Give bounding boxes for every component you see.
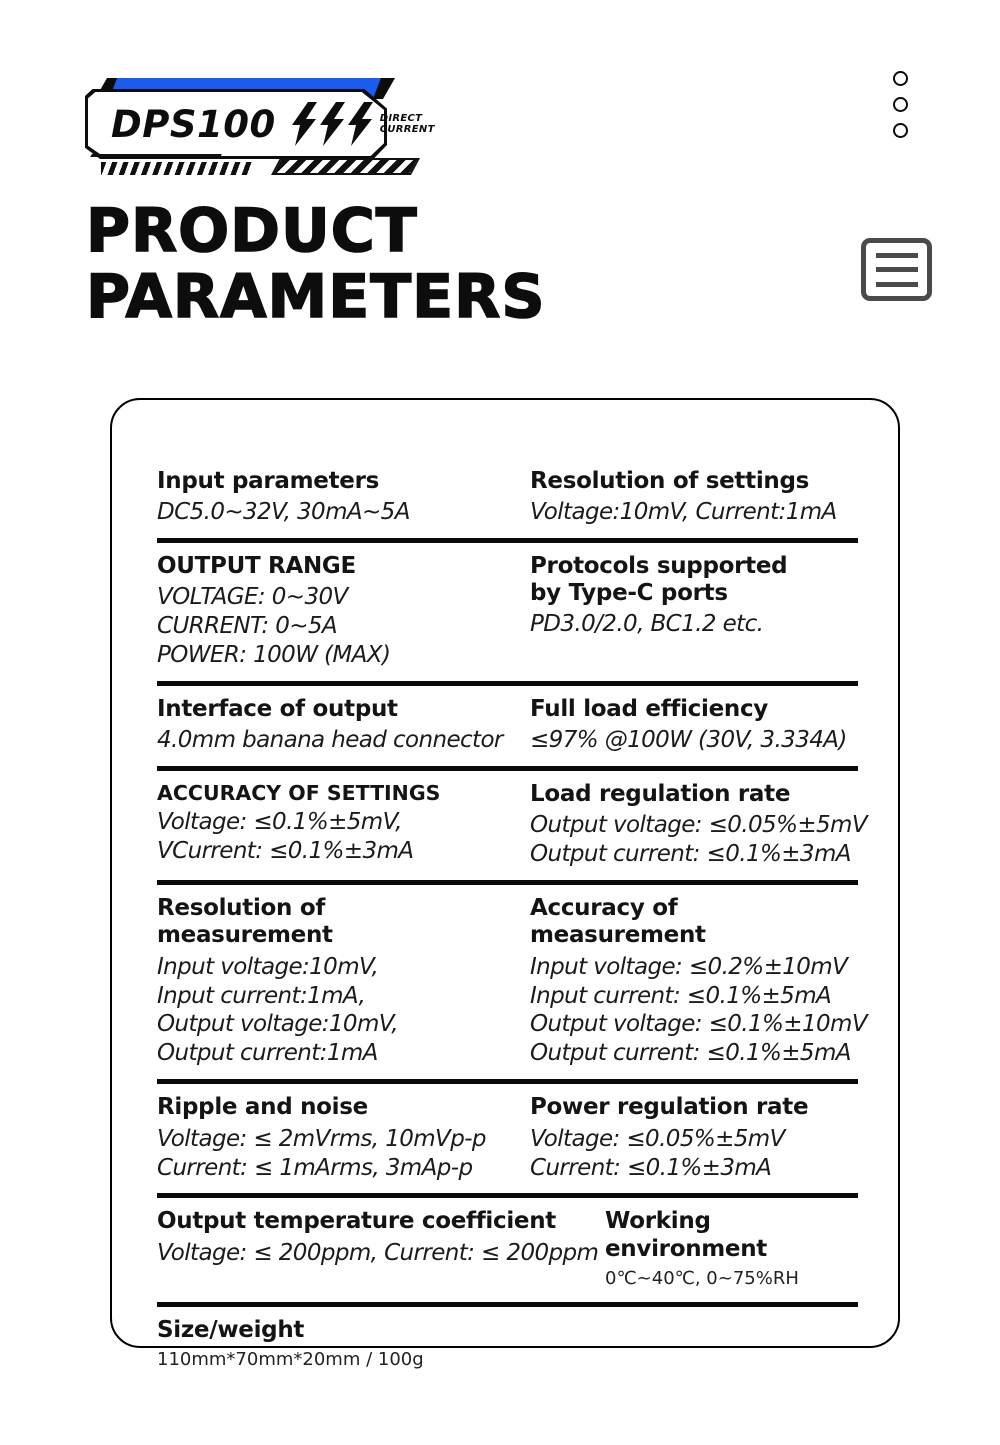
logo-accent-line — [90, 154, 222, 157]
spec-value: Input current: ≤0.1%±5mA — [530, 982, 832, 1009]
spec-row — [157, 468, 858, 543]
spec-heading: Input parameters — [157, 468, 380, 494]
spec-cell-right — [530, 781, 867, 869]
dot-icon — [893, 71, 908, 86]
menu-line — [876, 267, 918, 272]
spec-value: ≤97% @100W (30V, 3.334A) — [530, 727, 847, 754]
logo-hatch-stripes-large — [271, 158, 420, 175]
spec-value: Voltage: ≤ 200ppm, Current: ≤ 200ppm — [157, 1239, 599, 1266]
spec-heading: Load regulation rate — [530, 781, 791, 808]
spec-value: Voltage: ≤0.05%±5mV — [530, 1125, 785, 1152]
list-menu-icon — [861, 238, 932, 301]
menu-line — [876, 253, 918, 258]
spec-cell-left — [157, 1317, 858, 1372]
tagline-line2: CURRENT — [379, 124, 435, 135]
spec-cell-left — [157, 895, 530, 1068]
menu-line — [876, 282, 918, 287]
spec-value: CURRENT: 0~5A — [157, 613, 338, 640]
spec-cell-right — [530, 468, 858, 527]
brand-logo — [85, 72, 435, 174]
spec-value: Output voltage: ≤0.05%±5mV — [530, 812, 867, 839]
spec-value: Voltage: ≤0.1%±5mV, — [157, 809, 402, 836]
spec-value: Output current:1mA — [157, 1040, 378, 1067]
spec-cell-right — [530, 696, 858, 755]
spec-heading: Interface of output — [157, 696, 398, 723]
spec-value: Input current:1mA, — [157, 982, 366, 1009]
spec-cell-right — [605, 1208, 858, 1290]
spec-cell-right — [530, 895, 867, 1068]
spec-row — [157, 1307, 858, 1383]
spec-value: Current: ≤ 1mArms, 3mAp-p — [157, 1154, 473, 1181]
spec-row — [157, 543, 858, 686]
spec-value: Voltage:10mV, Current:1mA — [530, 499, 837, 526]
brand-model-text: DPS100 — [111, 102, 276, 146]
spec-value: Output current: ≤0.1%±5mA — [530, 1040, 851, 1067]
logo-hatch-stripes-small — [101, 162, 253, 175]
spec-row — [157, 771, 867, 885]
spec-row — [157, 1198, 858, 1306]
spec-value: Input voltage: ≤0.2%±10mV — [530, 953, 848, 980]
spec-value: POWER: 100W (MAX) — [157, 642, 391, 669]
spec-cell-left — [157, 1208, 605, 1290]
spec-value: Input voltage:10mV, — [157, 953, 379, 980]
spec-heading: Power regulation rate — [530, 1094, 809, 1121]
corner-dots-decoration — [893, 71, 908, 138]
dot-icon — [893, 97, 908, 112]
page-title-line1: PRODUCT — [86, 196, 418, 266]
dot-icon — [893, 123, 908, 138]
spec-cell-left — [157, 468, 530, 527]
spec-cell-right — [530, 1094, 858, 1182]
spec-heading: Working environment — [605, 1208, 768, 1262]
page-title — [86, 198, 546, 330]
spec-value: 0℃~40℃, 0~75%RH — [605, 1267, 799, 1289]
spec-value: Current: ≤0.1%±3mA — [530, 1154, 772, 1181]
spec-card — [110, 398, 900, 1371]
spec-value: VOLTAGE: 0~30V — [157, 584, 348, 611]
spec-row — [157, 1084, 858, 1198]
spec-row — [157, 686, 858, 771]
spec-heading: Protocols supported by Type-C ports — [530, 553, 788, 607]
spec-cell-left — [157, 781, 530, 869]
spec-cell-left — [157, 696, 530, 755]
spec-value: Voltage: ≤ 2mVrms, 10mVp-p — [157, 1125, 486, 1152]
spec-heading: Size/weight — [157, 1316, 305, 1343]
spec-cell-right — [530, 553, 858, 670]
spec-heading: OUTPUT RANGE — [157, 553, 356, 580]
spec-heading: Resolution of measurement — [157, 895, 333, 949]
spec-value: VCurrent: ≤0.1%±3mA — [157, 838, 414, 865]
spec-heading: Accuracy of measurement — [530, 895, 706, 949]
spec-value: PD3.0/2.0, BC1.2 etc. — [530, 611, 764, 638]
spec-value: 4.0mm banana head connector — [157, 727, 503, 754]
spec-value: DC5.0~32V, 30mA~5A — [157, 499, 410, 526]
spec-value: Output voltage: ≤0.1%±10mV — [530, 1011, 867, 1038]
lightning-bolts-icon — [288, 102, 374, 146]
spec-row — [157, 885, 867, 1084]
tagline-line1: DIRECT — [379, 113, 423, 124]
spec-heading: Resolution of settings — [530, 468, 810, 494]
spec-heading: Full load efficiency — [530, 696, 769, 723]
spec-heading: Output temperature coefficient — [157, 1208, 556, 1235]
spec-cell-left — [157, 1094, 530, 1182]
brand-tagline — [380, 113, 435, 135]
spec-heading: ACCURACY OF SETTINGS — [157, 781, 441, 806]
spec-heading: Ripple and noise — [157, 1094, 368, 1121]
page-title-line2: PARAMETERS — [86, 262, 546, 332]
spec-cell-left — [157, 553, 530, 670]
spec-value: Output voltage:10mV, — [157, 1011, 398, 1038]
spec-value: Output current: ≤0.1%±3mA — [530, 841, 851, 868]
spec-value: 110mm*70mm*20mm / 100g — [157, 1349, 424, 1371]
